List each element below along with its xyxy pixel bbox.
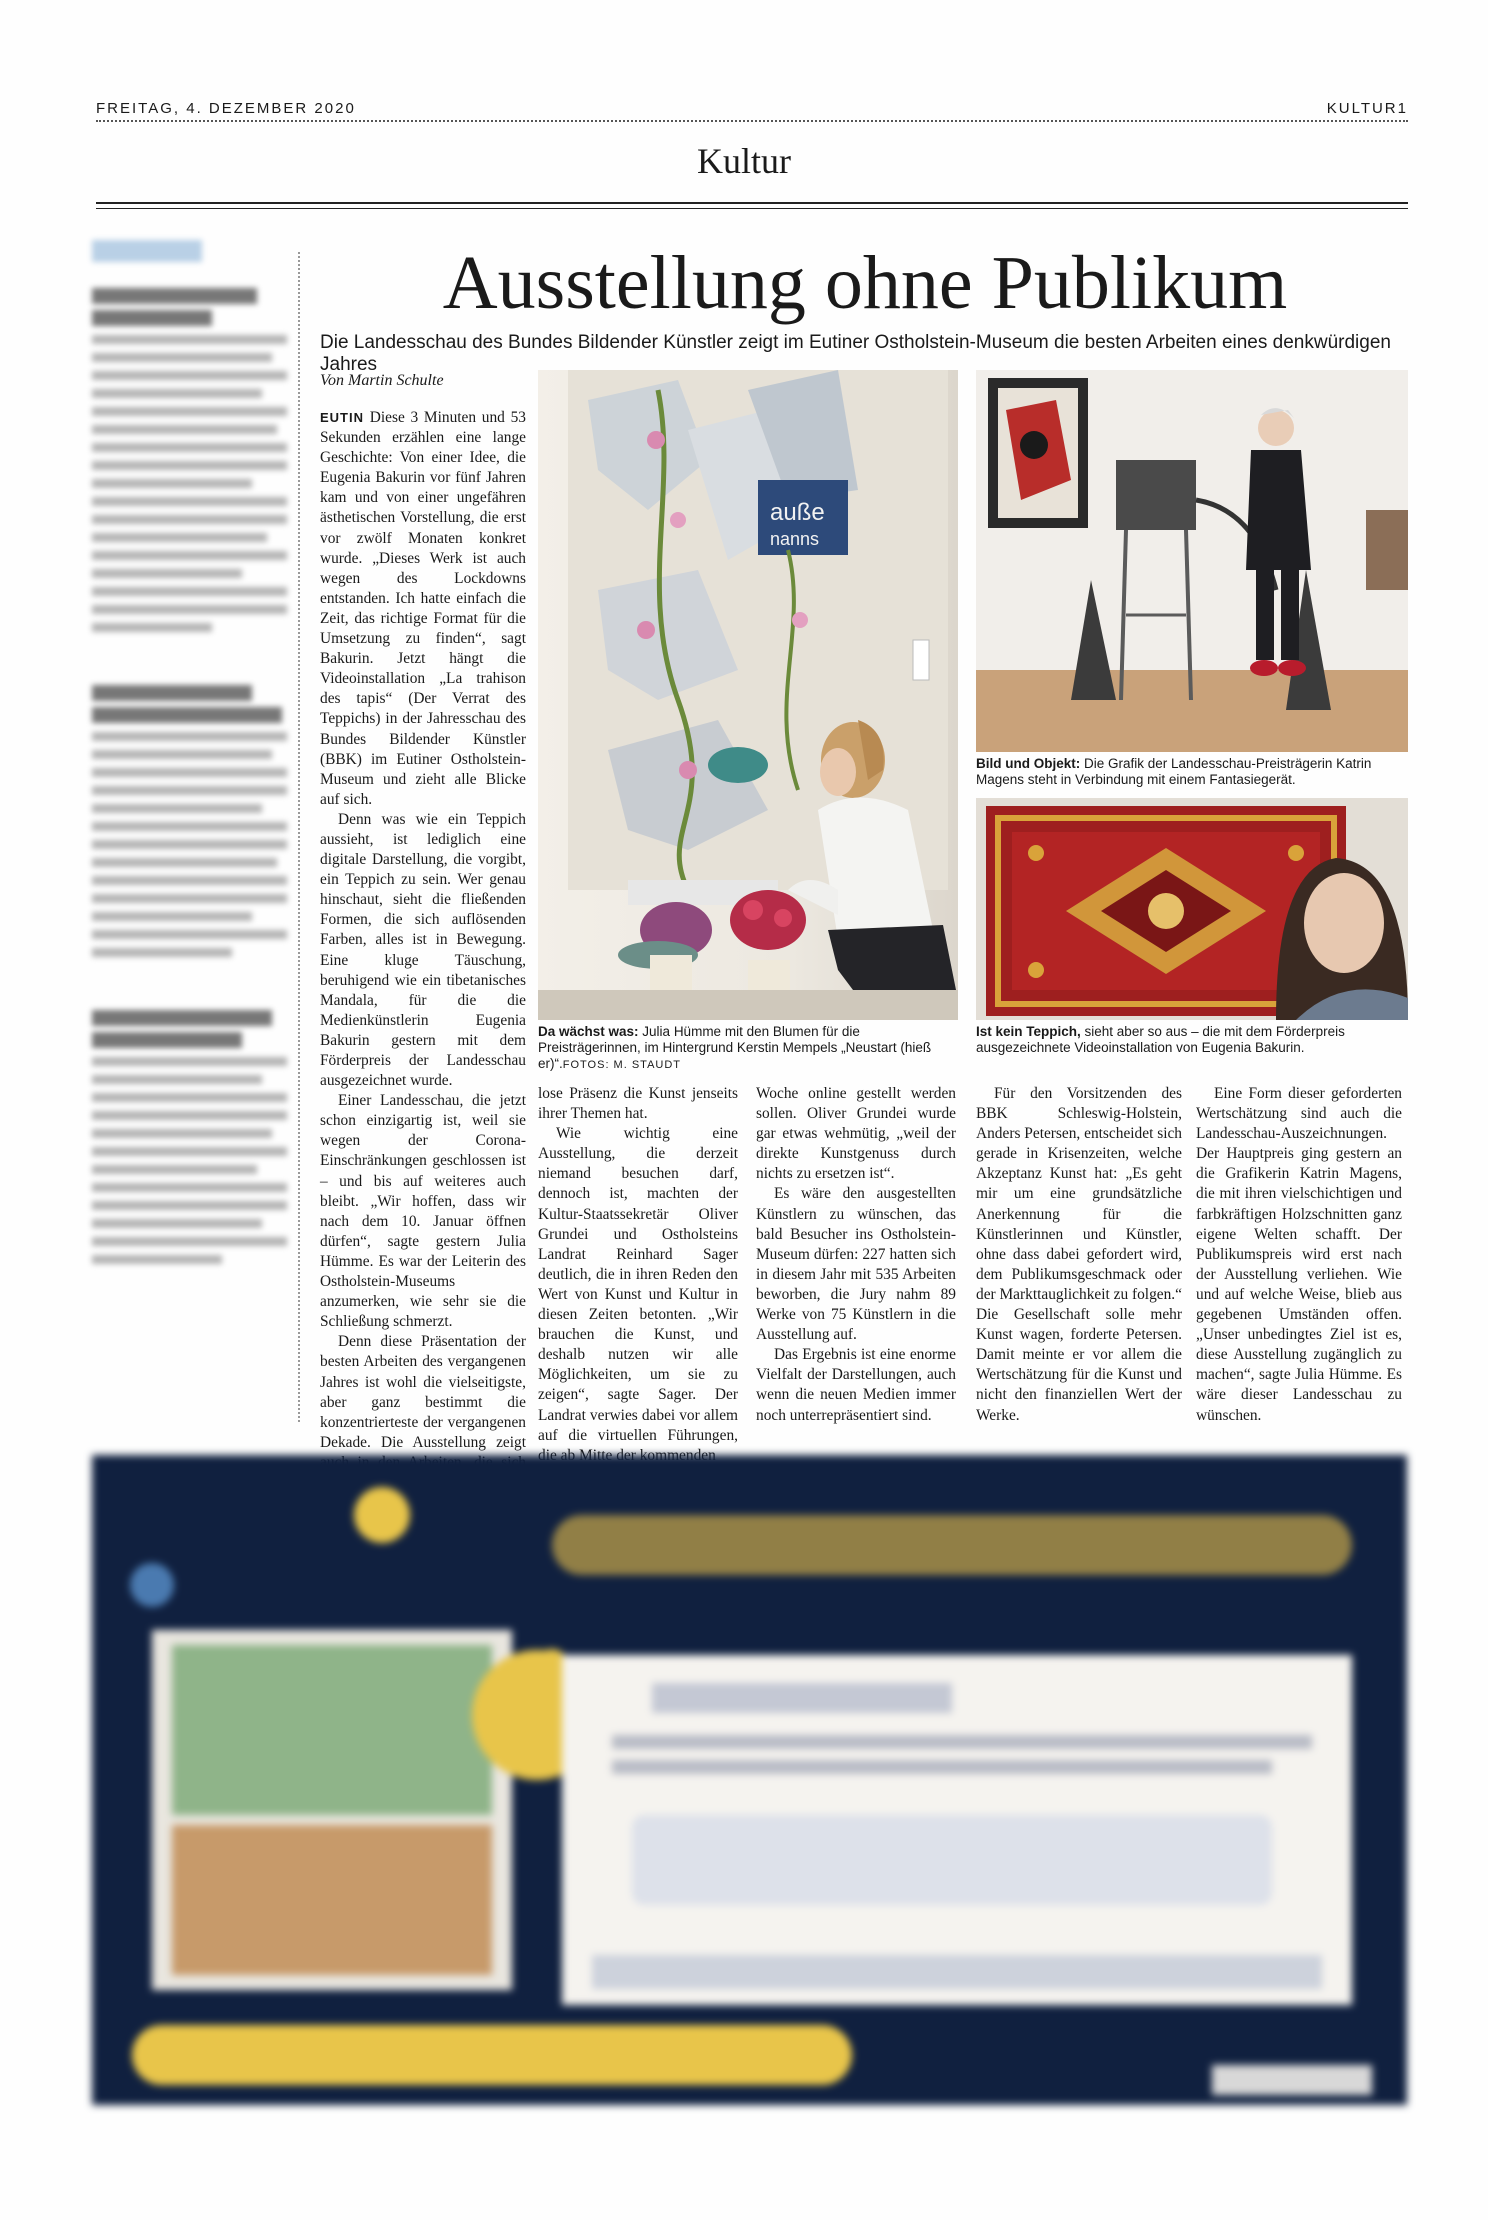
page-label: KULTUR1 xyxy=(1326,100,1408,117)
main-photo xyxy=(538,370,958,1020)
paragraph: Das Ergebnis ist eine enorme Vielfalt der Darstellungen, auch wenn die neuen Medien immer noch unterrepräsentiert sind. xyxy=(756,1346,956,1424)
byline: Von Martin Schulte xyxy=(320,372,444,389)
headline: Ausstellung ohne Publikum xyxy=(442,241,1288,325)
svg-text:nanns: nanns xyxy=(770,529,820,549)
paragraph: lose Präsenz die Kunst jenseits ihrer Themen hat. xyxy=(538,1085,738,1123)
blurred-sidebar xyxy=(92,240,287,1420)
exhibition-photo-illustration xyxy=(538,370,958,1020)
article-column-3 xyxy=(756,1084,956,1426)
paragraph: Denn was wie ein Teppich aussieht, ist lediglich eine digitale Darstellung, die vorgibt, ein Teppich zu sein. Wer genau hinschaut, sieht die fließenden Formen, die sich auflösenden Farben, alles ist in Bewegung. Eine kluge Täuschung, beruhigend wie ein tibetanisches Mandala, für die die Medienkünstlerin Eugenia Bakurin gestern mit dem Förderpreis der Landesschau ausgezeichnet wurde. xyxy=(320,810,526,1090)
svg-text:auße: auße xyxy=(770,499,825,526)
caption-text: Die Grafik der Landesschau-Preisträgerin Katrin Magens steht in Verbindung mit einem Fantasiegerät. xyxy=(976,756,1372,787)
paragraph: Für den Vorsitzenden des BBK Schleswig-Holstein, Anders Petersen, entscheidet sich gerade in Krisenzeiten, welche Akzeptanz Kunst hat: „Es geht mir um eine grundsätzliche Anerkennung für die Künstlerinnen und Künstler, ohne dass dabei gefordert wird, dem Publikumsgeschmack oder der Markttauglichkeit zu folgen.“ Die Gesellschaft solle mehr Kunst wagen, forderte Petersen. Damit meinte er vor allem die Wertschätzung für die Kunst und nicht den finanziellen Wert der Werke. xyxy=(976,1085,1183,1424)
photo-credit: FOTOS: M. STAUDT xyxy=(562,1059,682,1071)
paragraph: Woche online gestellt werden sollen. Oliver Grundei wurde gar etwas wehmütig, „weil der direkte Kunstgenuss durch nichts zu ersetzen ist“. xyxy=(756,1085,956,1183)
paragraph: Denn diese Präsentation der besten Arbeiten des vergangenen Jahres ist wohl die vielseitigste, aber ganz bestimmt die konzentrierteste der vergangenen Dekade. Die Ausstellung zeigt xyxy=(320,1333,526,1451)
bottom-right-photo xyxy=(976,798,1408,1020)
blurred-advertisement xyxy=(92,1455,1407,2105)
column-divider xyxy=(298,252,300,1422)
paragraph: Eine Form dieser geforderten Wertschätzung sind auch die Landesschau-Auszeichnungen. Der Hauptpreis ging gestern an die Grafikerin Katrin Magens, die mit ihren vielschichtigen und farbkräftigen Holzschnitten ganz eigene Welten schafft. Der Publikumspreis wird erst nach der Ausstellung verliehen. Wie und auf welche Weise, blieb aus gegebenen Umständen offen. „Unser unbedingtes Ziel ist es, diese Ausstellung zugänglich zu machen“, sagte Julia Hümme. Es wäre dieser Landesschau zu wünschen. xyxy=(1196,1085,1402,1424)
caption-text: Julia Hümme mit den Blumen für die Preisträgerinnen, im Hintergrund Kerstin Mempels „Neustart (hieß er)“. xyxy=(538,1024,932,1071)
paragraph: Wie wichtig eine Ausstellung, die derzeit niemand besuchen darf, dennoch ist, machten der Kultur-Staatssekretär Oliver Grundei und Ostholsteins Landrat Reinhard Sager deutlich, die in ihren Reden den Wert von Kunst und Kultur in diesen Zeiten betonten. „Wir brauchen die Kunst, und deshalb nutzen wir alle Möglichkeiten, um sie zu zeigen“, sagte Sager. Der Landrat verwies dabei vor allem auf die virtuellen Führungen, xyxy=(538,1125,738,1444)
main-photo-caption xyxy=(538,1024,958,1073)
issue-date: FREITAG, 4. DEZEMBER 2020 xyxy=(96,100,356,117)
article-column-5 xyxy=(1196,1084,1402,1426)
ressort-title: Kultur xyxy=(697,141,791,181)
paragraph: Es wäre den ausgestellten Künstlern zu wünschen, das bald Besucher ins Ostholstein-Museum dürfen: 227 hatten sich in diesem Jahr mit 535 Arbeiten beworben, die Jury nahm 89 Werke von 75 Künstlern in die Ausstellung auf. xyxy=(756,1185,956,1344)
ressort-rule-top xyxy=(96,202,1408,204)
carpet-photo-illustration xyxy=(976,798,1408,1020)
top-right-caption xyxy=(976,756,1408,788)
caption-text: sieht aber so aus – die mit dem Förderpreis ausgezeichnete Videoinstallation von Eugenia Bakurin. xyxy=(976,1024,1345,1055)
paragraph: Diese 3 Minuten und 53 Sekunden erzählen eine lange Geschichte: Von einer Idee, die Eugenia Bakurin vor fünf Jahren kam und von einer ungefähren ästhetischen Vorstellung, die erst vor zwölf Monaten konkret wurde. „Dieses Werk ist auch wegen des Lockdowns entstanden. Ich hatte einfach die Zeit, das richtige Format für die Umsetzung zu finden“, sagt Bakurin. Jetzt hängt die Videoinstallation „La trahison des tapis“ (Der Verrat des Teppichs) in der Jahresschau des Bundes Bildender Künstler (BBK) im Eutiner Ostholstein-Museum und zieht alle Blicke auf sich. xyxy=(320,409,526,808)
caption-lead: Ist kein Teppich, xyxy=(976,1024,1081,1039)
article-column-2 xyxy=(538,1084,738,1466)
top-right-photo xyxy=(976,370,1408,752)
sculpture-photo-illustration xyxy=(976,370,1408,752)
bottom-right-caption xyxy=(976,1024,1408,1056)
caption-lead: Da wächst was: xyxy=(538,1024,639,1039)
caption-lead: Bild und Objekt: xyxy=(976,756,1081,771)
ressort-rule-bottom xyxy=(96,208,1408,209)
paragraph: Einer Landesschau, die jetzt schon einzigartig ist, weil sie wegen der Corona-Einschränkungen geschlossen ist – und bis auf weiteres auch bleibt. „Wir hoffen, dass wir nach dem 10. Januar öffnen dürfen“, sagte gestern Julia Hümme. Es war der Leiterin des Ostholstein-Museums anzumerken, wie sehr sie die Schließung schmerzt. xyxy=(320,1092,526,1331)
article-column-4 xyxy=(976,1084,1182,1426)
ad-artwork xyxy=(92,1455,1407,2105)
header-dotted-rule xyxy=(96,120,1408,122)
dateline: EUTIN xyxy=(320,410,364,425)
article-column-1 xyxy=(320,408,526,1513)
subhead: Die Landesschau des Bundes Bildender Künstler zeigt im Eutiner Ostholstein-Museum die besten Arbeiten eines denkwürdigen Jahres xyxy=(320,332,1391,375)
